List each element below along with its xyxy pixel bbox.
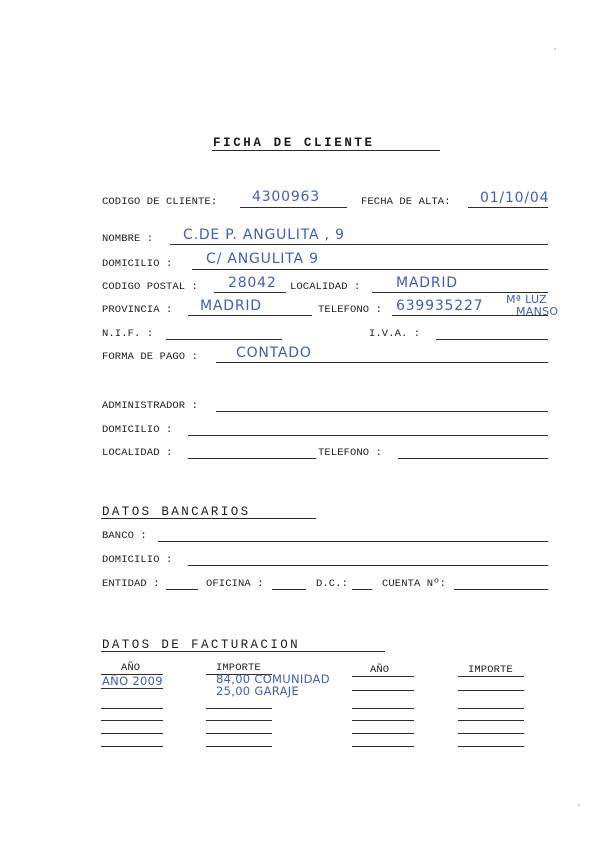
importe-2-row-line[interactable] bbox=[458, 708, 524, 709]
ano-2-row-line[interactable] bbox=[352, 690, 414, 691]
provincia-value: MADRID bbox=[200, 298, 262, 314]
admin-telefono-label: TELEFONO : bbox=[318, 447, 383, 459]
domicilio-line[interactable] bbox=[192, 269, 548, 270]
administrador-line[interactable] bbox=[216, 411, 548, 412]
nombre-value: C.DE P. ANGULITA , 9 bbox=[183, 227, 345, 243]
admin-telefono-line[interactable] bbox=[398, 458, 548, 459]
admin-localidad-line[interactable] bbox=[188, 458, 316, 459]
cuenta-line[interactable] bbox=[454, 589, 548, 590]
provincia-label: PROVINCIA : bbox=[102, 304, 173, 316]
scan-speck bbox=[578, 804, 580, 806]
dc-label: D.C.: bbox=[316, 578, 349, 590]
nombre-label: NOMBRE : bbox=[102, 233, 154, 245]
importe-1-row-line[interactable] bbox=[206, 720, 272, 721]
nif-label: N.I.F. : bbox=[102, 328, 154, 340]
dc-line[interactable] bbox=[352, 589, 372, 590]
importe-2-row-line[interactable] bbox=[458, 690, 524, 691]
entidad-label: ENTIDAD : bbox=[102, 578, 160, 590]
facturacion-year-entry: AÑO 2009 bbox=[102, 674, 163, 688]
fecha-alta-label: FECHA DE ALTA: bbox=[361, 196, 451, 208]
fecha-alta-line[interactable] bbox=[468, 207, 548, 208]
admin-domicilio-label: DOMICILIO : bbox=[102, 424, 173, 436]
admin-domicilio-line[interactable] bbox=[188, 435, 548, 436]
col-ano-2: AÑO bbox=[370, 664, 390, 676]
ano-2-row-line[interactable] bbox=[352, 733, 414, 734]
telefono-note-surname: MANSO bbox=[516, 305, 559, 318]
ano-2-row-line[interactable] bbox=[352, 720, 414, 721]
nombre-line[interactable] bbox=[170, 244, 548, 245]
codigo-postal-line[interactable] bbox=[214, 292, 286, 293]
banco-domicilio-line[interactable] bbox=[188, 565, 548, 566]
ano-2-row-line[interactable] bbox=[352, 746, 414, 747]
oficina-label: OFICINA : bbox=[206, 578, 264, 590]
forma-pago-label: FORMA DE PAGO : bbox=[102, 351, 199, 363]
domicilio-value: C/ ANGULITA 9 bbox=[206, 251, 319, 267]
importe-1-row-line[interactable] bbox=[206, 733, 272, 734]
ano-1-row-line[interactable] bbox=[101, 746, 163, 747]
facturacion-amount-entry-1: 84,00 COMUNIDAD bbox=[216, 672, 330, 686]
banco-label: BANCO : bbox=[102, 530, 147, 542]
ano-1-row-line[interactable] bbox=[101, 720, 163, 721]
nif-line[interactable] bbox=[166, 339, 282, 340]
col-ano-2-underline bbox=[352, 676, 414, 677]
facturacion-amount-entry-2: 25,00 GARAJE bbox=[216, 684, 300, 698]
provincia-line[interactable] bbox=[188, 315, 312, 316]
importe-2-row-line[interactable] bbox=[458, 746, 524, 747]
datos-facturacion-heading: DATOS DE FACTURACION bbox=[102, 638, 301, 652]
datos-facturacion-underline bbox=[101, 651, 385, 652]
col-ano-1: AÑO bbox=[121, 662, 141, 674]
cuenta-label: CUENTA Nº: bbox=[382, 578, 447, 590]
col-importe-2-underline bbox=[458, 676, 524, 677]
importe-1-row-line[interactable] bbox=[206, 708, 272, 709]
ano-2-row-line[interactable] bbox=[352, 708, 414, 709]
administrador-label: ADMINISTRADOR : bbox=[102, 400, 199, 412]
domicilio-label: DOMICILIO : bbox=[102, 258, 173, 270]
codigo-cliente-value: 4300963 bbox=[252, 189, 320, 205]
forma-pago-value: CONTADO bbox=[236, 345, 312, 361]
importe-2-row-line[interactable] bbox=[458, 720, 524, 721]
telefono-note-name: Mª LUZ bbox=[506, 293, 547, 306]
col-importe-2: IMPORTE bbox=[468, 664, 513, 676]
title-underline bbox=[212, 150, 440, 151]
iva-label: I.V.A. : bbox=[369, 328, 421, 340]
codigo-postal-label: CODIGO POSTAL : bbox=[102, 281, 199, 293]
importe-1-row-line[interactable] bbox=[206, 746, 272, 747]
datos-bancarios-heading: DATOS BANCARIOS bbox=[102, 505, 251, 519]
banco-line[interactable] bbox=[158, 541, 548, 542]
ano-1-row-line[interactable] bbox=[101, 733, 163, 734]
fecha-alta-value: 01/10/04 bbox=[480, 190, 550, 206]
datos-bancarios-underline bbox=[101, 518, 316, 519]
ano-1-row-line[interactable] bbox=[101, 708, 163, 709]
col-importe-1: IMPORTE bbox=[216, 662, 261, 674]
localidad-value: MADRID bbox=[396, 275, 458, 291]
codigo-postal-value: 28042 bbox=[228, 275, 277, 291]
forma-pago-line[interactable] bbox=[216, 362, 548, 363]
codigo-cliente-line[interactable] bbox=[240, 207, 347, 208]
form-title: FICHA DE CLIENTE bbox=[213, 136, 375, 150]
banco-domicilio-label: DOMICILIO : bbox=[102, 554, 173, 566]
ano-1-row-line[interactable] bbox=[101, 688, 163, 689]
entidad-line[interactable] bbox=[166, 589, 198, 590]
admin-localidad-label: LOCALIDAD : bbox=[102, 447, 173, 459]
iva-line[interactable] bbox=[436, 339, 548, 340]
codigo-cliente-label: CODIGO DE CLIENTE: bbox=[102, 196, 218, 208]
scan-speck bbox=[554, 48, 556, 50]
oficina-line[interactable] bbox=[272, 589, 306, 590]
importe-2-row-line[interactable] bbox=[458, 733, 524, 734]
telefono-label: TELEFONO : bbox=[318, 304, 383, 316]
localidad-label: LOCALIDAD : bbox=[290, 281, 361, 293]
telefono-value: 639935227 bbox=[396, 298, 484, 314]
